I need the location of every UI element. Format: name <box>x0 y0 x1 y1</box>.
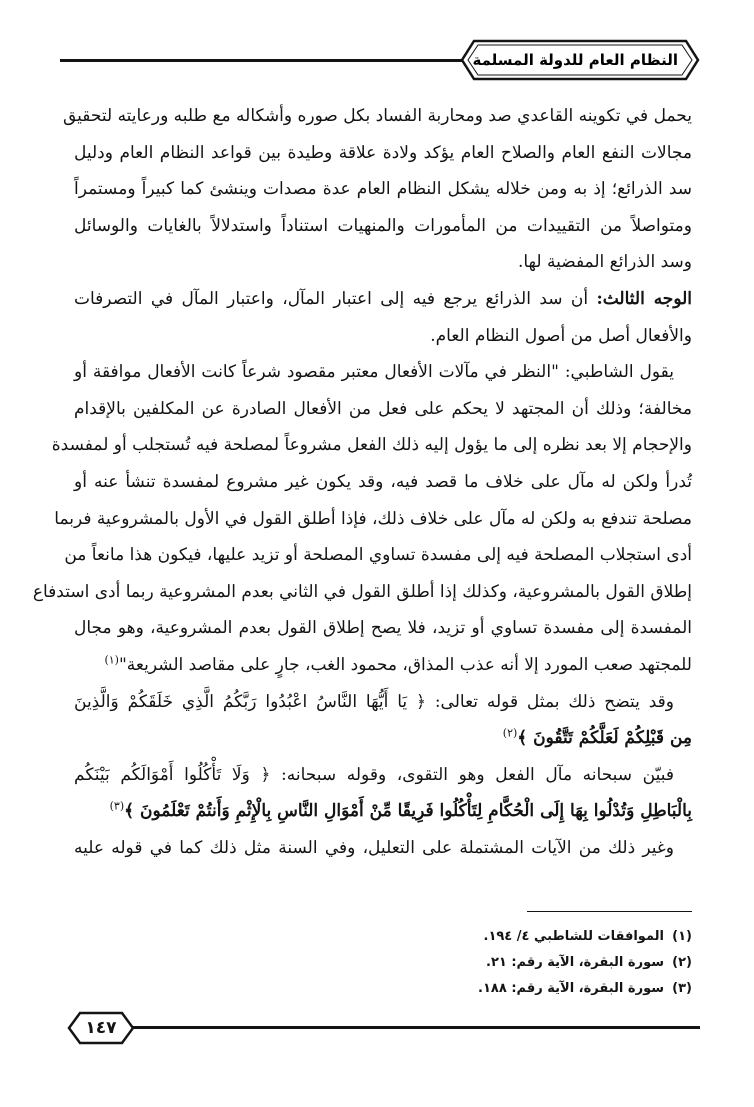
paragraph-1 <box>62 98 692 281</box>
text-line <box>74 281 692 318</box>
text-line-content: للمجتهد صعب المورد إلا أنه عذب المذاق، محمود الغب، جارٍ على مقاصد الشريعة" <box>118 654 692 675</box>
text-line: سد الذرائع؛ إذ به ومن خلاله يشكل النظام العام عدة مصدات وينشئ كما كبيراً ومستمراً <box>74 179 692 200</box>
text-line-content: أن سد الذرائع يرجع فيه إلى اعتبار المآل، واعتبار المآل في التصرفات <box>74 288 589 309</box>
paragraph-2 <box>74 281 692 354</box>
text-line: مجالات النفع العام والصلاح العام يؤكد ولادة علاقة وطيدة بين قواعد النظام العام ودليل <box>74 142 692 163</box>
text-line: مخالفة؛ وذلك أن المجتهد لا يحكم على فعل من الأفعال الصادرة عن المكلفين بالإقدام <box>74 398 692 419</box>
header-rule <box>60 59 465 62</box>
footnote-ref: (٣) <box>109 799 125 813</box>
footnote-text: الموافقات للشاطبي ٤/ ١٩٤. <box>483 929 664 944</box>
section-label: الوجه الثالث: <box>596 288 693 309</box>
footnote-separator <box>527 911 692 912</box>
footnote-text: سورة البقرة، الآية رقم: ٢١. <box>485 955 664 970</box>
text-line: أدى استجلاب المصلحة فيه إلى مفسدة تساوي المصلحة أو تزيد عليها، فيكون هذا مانعاً من <box>64 545 692 566</box>
footnote-number: (١) <box>672 929 692 944</box>
quran-verse: بِالْبَاطِلِ وَتُدْلُوا بِهَا إِلَى الْحُكَّامِ لِتَأْكُلُوا فَرِيقًا مِّنْ أَمْوَالِ النَّاسِ بِالْإِثْمِ وَأَنتُمْ تَعْلَمُونَ ﴾ <box>124 801 692 822</box>
text-line: يقول الشاطبي: "النظر في مآلات الأفعال معتبر مقصود شرعاً كانت الأفعال موافقة أو <box>74 362 674 383</box>
footnote <box>292 976 692 1002</box>
footer-rule <box>130 1026 700 1029</box>
text-line <box>74 720 692 757</box>
running-header <box>60 38 700 82</box>
running-header-title: النظام العام للدولة المسلمة <box>472 51 678 69</box>
text-line: مصلحة تندفع به ولكن له مآل على خلاف ذلك، فإذا أطلق القول في الأول بالمشروعية فربما <box>54 508 692 529</box>
text-line: والإحجام إلا بعد نظره إلى ما يؤول إليه ذلك الفعل مشروعاً لمصلحة فيه تُستجلب أو لمفسدة <box>51 435 692 456</box>
text-line: وسد الذرائع المفضية لها. <box>517 252 692 273</box>
footnote-text: سورة البقرة، الآية رقم: ١٨٨. <box>478 981 664 996</box>
paragraph-6 <box>74 830 692 867</box>
page-number: ١٤٧ <box>85 1018 117 1038</box>
text-line: المفسدة إلى مفسدة تساوي أو تزيد، فلا يصح إطلاق القول بعدم المشروعية، وهو مجال <box>74 618 692 639</box>
text-line: إطلاق القول بالمشروعية، وكذلك إذا أطلق القول في الثاني بعدم المشروعية ربما أدى استدفاع <box>32 581 692 602</box>
footnote-number: (٣) <box>672 981 692 996</box>
page-footer <box>60 1008 700 1048</box>
text-line: ومتواصلاً من التقييدات من المأمورات والمنهيات استناداً واستدلالاً بالغايات والوسائل <box>74 215 692 236</box>
text-line: والأفعال أصل من أصول النظام العام. <box>430 325 692 346</box>
text-line <box>74 647 692 684</box>
main-text <box>32 98 693 866</box>
footnote <box>292 950 692 976</box>
text-line: وقد يتضح ذلك بمثل قوله تعالى: ﴿ يَا أَيُّهَا النَّاسُ اعْبُدُوا رَبَّكُمُ الَّذِي خَلَقَكُمْ وَالَّذِينَ <box>74 691 674 712</box>
footnote-number: (٢) <box>672 955 692 970</box>
paragraph-3-quote <box>32 354 692 683</box>
text-line: وغير ذلك من الآيات المشتملة على التعليل، وفي السنة مثل ذلك كما في قوله عليه <box>74 837 674 858</box>
quran-verse: مِن قَبْلِكُمْ لَعَلَّكُمْ تَتَّقُونَ ﴾ <box>517 728 692 749</box>
footnote-ref: (١) <box>104 653 119 667</box>
paragraph-4-verse <box>74 684 692 757</box>
text-line: يحمل في تكوينه القاعدي صد ومحاربة الفساد بكل صوره وأشكاله مع طلبه ورعايته لتحقيق <box>62 106 692 126</box>
text-line <box>74 793 692 830</box>
text-line: فبيّن سبحانه مآل الفعل وهو التقوى، وقوله سبحانه: ﴿ وَلَا تَأْكُلُوا أَمْوَالَكُم بَيْنَكُم <box>74 764 674 785</box>
text-line: تُدرأ ولكن له مآل على خلاف ما قصد فيه، وقد يكون غير مشروع لمفسدة تنشأ عنه أو <box>74 471 692 492</box>
footnotes <box>292 924 692 1002</box>
paragraph-5-verse <box>74 757 692 830</box>
footnote <box>292 924 692 950</box>
footnote-ref: (٢) <box>502 726 518 740</box>
